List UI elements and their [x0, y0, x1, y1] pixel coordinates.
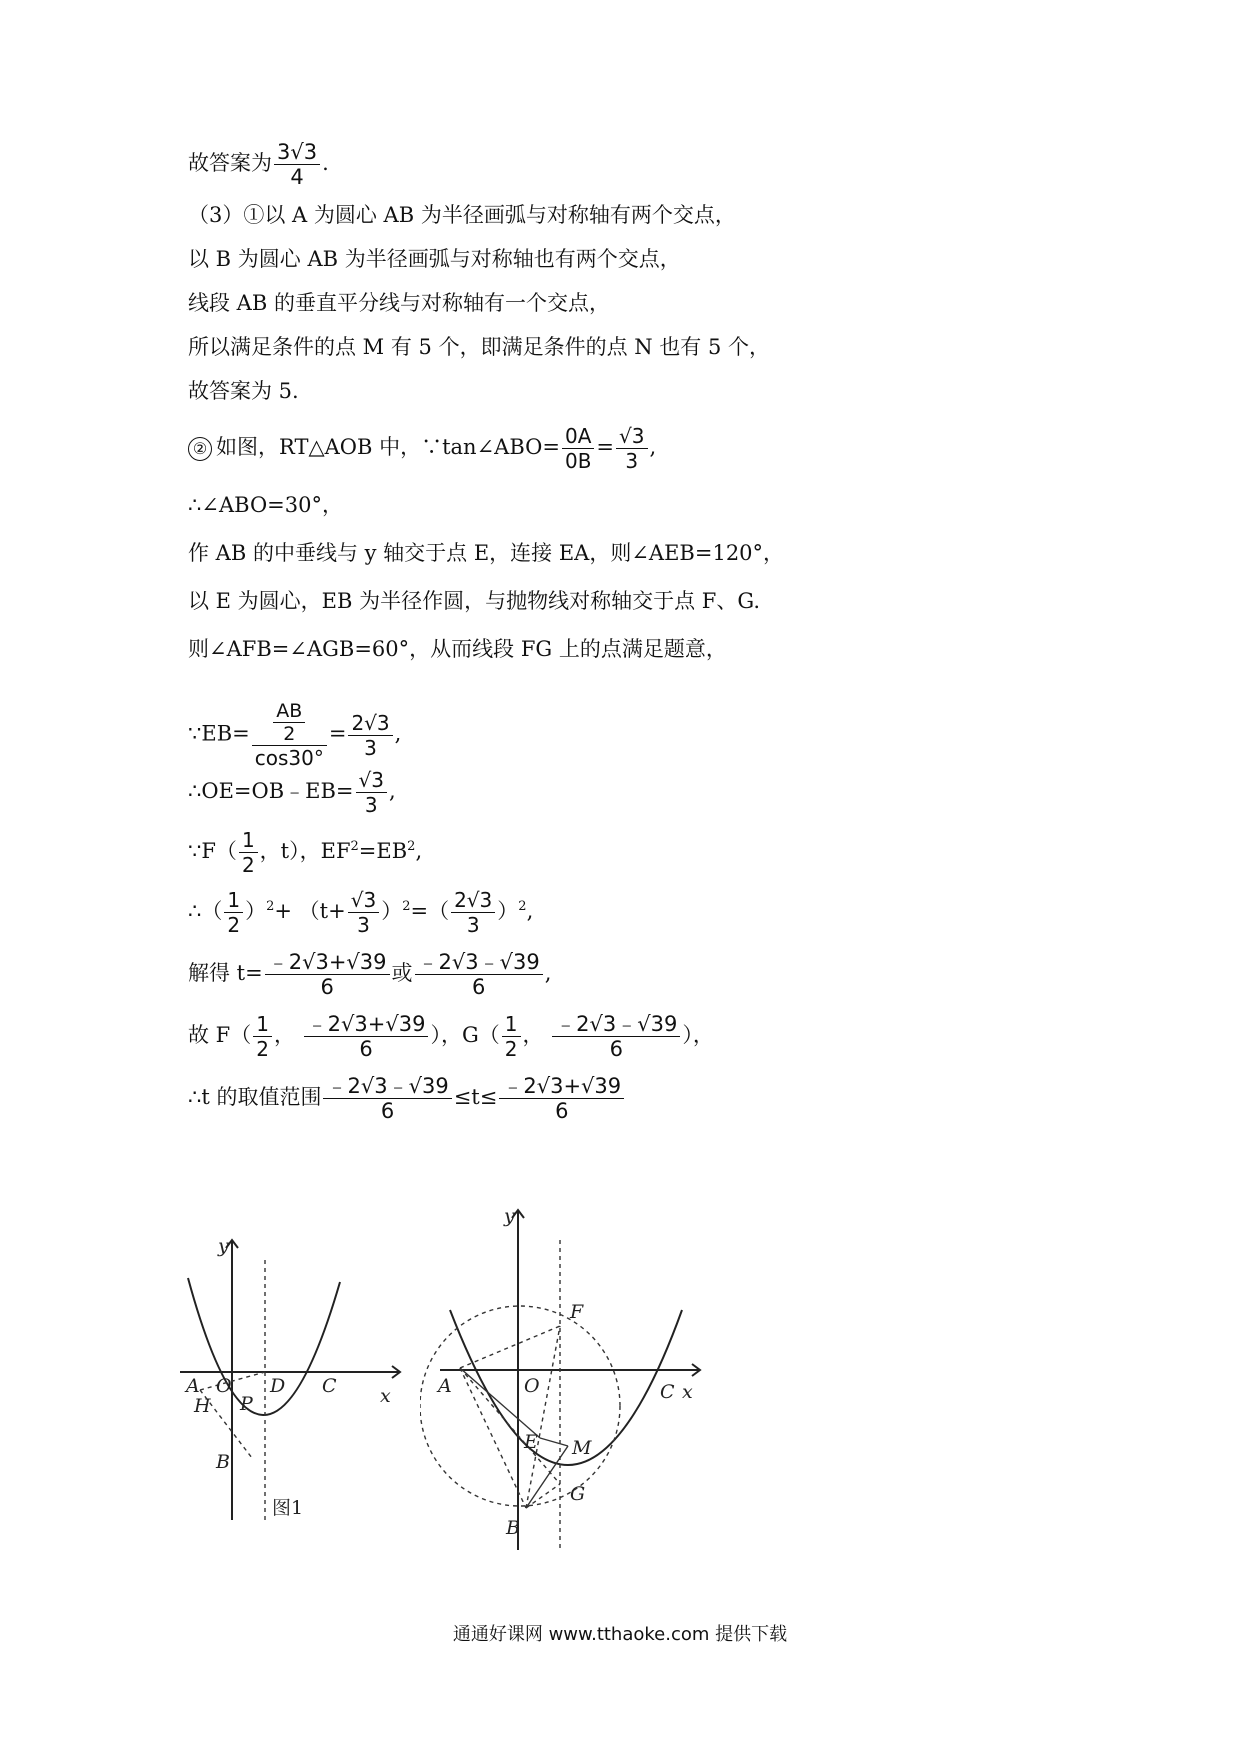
fig2-label-c: C [660, 1381, 675, 1403]
seg-ab [460, 1368, 526, 1508]
fig2-label-f: F [570, 1301, 584, 1323]
seg-bf [526, 1326, 560, 1508]
seg-bg [526, 1484, 560, 1508]
answer-fraction: $\frac{3√3}{4}$ [274, 140, 320, 189]
parabola [188, 1278, 340, 1415]
figure-1 [180, 1230, 420, 1530]
fig2-label-e: E [524, 1431, 538, 1453]
part3-line2: 以 B 为圆心 AB 为半径画弧与对称轴也有两个交点， [188, 247, 681, 271]
seg-mb [526, 1446, 568, 1508]
angle-line: 则∠AFB=∠AGB=60°，从而线段 FG 上的点满足题意， [188, 637, 727, 661]
fig2-label-g: G [570, 1483, 586, 1505]
fig1-label-h: H [194, 1395, 211, 1417]
fig2-label-o: O [524, 1375, 540, 1397]
eb-line: ∵EB= $\frac{\frac{AB}{2}}{\cos 30^\circ}$ = $\frac{2√3}{3}$ , [188, 700, 402, 770]
fig1-label-p: P [240, 1393, 253, 1415]
footer: 通通好课网 www.tthaoke.com 提供下载 [452, 1624, 788, 1645]
fig2-label-x: x [682, 1381, 693, 1403]
fig1-label-y: y [218, 1235, 229, 1257]
oa-ob-fraction: $\frac{0A}{0B}$ [562, 424, 594, 473]
fig2-label-y: y [504, 1205, 515, 1227]
fig1-label-d: D [270, 1375, 286, 1397]
fig2-label-m: M [572, 1437, 592, 1459]
part3-line5: 故答案为 5. [188, 379, 299, 403]
fig1-label-o: O [216, 1375, 232, 1397]
fig2-label-a: A [438, 1375, 452, 1397]
oe-line: ∴OE=OB﹣EB= $\frac{√3}{3}$ , [188, 768, 396, 817]
tan-line: ② 如图，RT△AOB 中，∵tan∠ABO= $\frac{0A}{0B}$ = $\frac{√3}{3}$ , [188, 424, 656, 473]
part3-line3: 线段 AB 的垂直平分线与对称轴有一个交点， [188, 291, 610, 315]
range-line: ∴t 的取值范围 $\frac{﹣2√3﹣√39}{6}$ ≤t≤ $\frac{﹣2√3+√39}{6}$ [188, 1074, 626, 1123]
seg-af [460, 1326, 560, 1368]
answer-text: 故答案为 [188, 151, 272, 175]
part3-line1: （3）①以 A 为圆心 AB 为半径画弧与对称轴有两个交点， [188, 203, 736, 227]
dashed-circle [420, 1306, 620, 1506]
circle-line: 以 E 为圆心，EB 为半径作圆，与抛物线对称轴交于点 F、G. [188, 589, 761, 613]
answer-line: 故答案为 $\frac{3√3}{4}$ . [188, 140, 329, 189]
fig1-label-b: B [216, 1451, 230, 1473]
ae-line: 作 AB 的中垂线与 y 轴交于点 E，连接 EA，则∠AEB=120°， [188, 541, 785, 565]
seg-em [540, 1438, 568, 1446]
f-line: ∵F（ $\frac{1}{2}$ ，t），$EF^2=EB^2$, [188, 828, 423, 877]
figure-2 [420, 1200, 720, 1560]
fig1-caption: 图1 [272, 1497, 304, 1519]
solve-line: 解得 t= $\frac{﹣2√3+√39}{6}$ 或 $\frac{﹣2√3﹣√39}{6}$ , [188, 950, 552, 999]
sqrt3-over-3: $\frac{√3}{3}$ [616, 424, 647, 473]
part3-line4: 所以满足条件的点 M 有 5 个，即满足条件的点 N 也有 5 个， [188, 335, 770, 359]
fig2-label-b: B [506, 1517, 520, 1539]
fig1-label-x: x [380, 1385, 391, 1407]
fg-line: 故 F（ $\frac{1}{2}$ ， $\frac{﹣2√3+√39}{6}$ ），G（ $\frac{1}{2}$ ， $\frac{﹣2√3﹣√39}{6}$ ）， [188, 1012, 714, 1061]
fig1-label-a: A [186, 1375, 200, 1397]
equation-line: ∴（ $\frac{1}{2}$ ）$^2$+ （t+ $\frac{√3}{3}$ ）$^2$=（ $\frac{2√3}{3}$ ）$^2$, [188, 888, 534, 937]
eb-fraction: $\frac{\frac{AB}{2}}{\cos 30^\circ}$ [252, 700, 327, 770]
parabola-2 [450, 1310, 682, 1465]
abo-line: ∴∠ABO=30°， [188, 493, 343, 517]
fig1-label-c: C [322, 1375, 337, 1397]
